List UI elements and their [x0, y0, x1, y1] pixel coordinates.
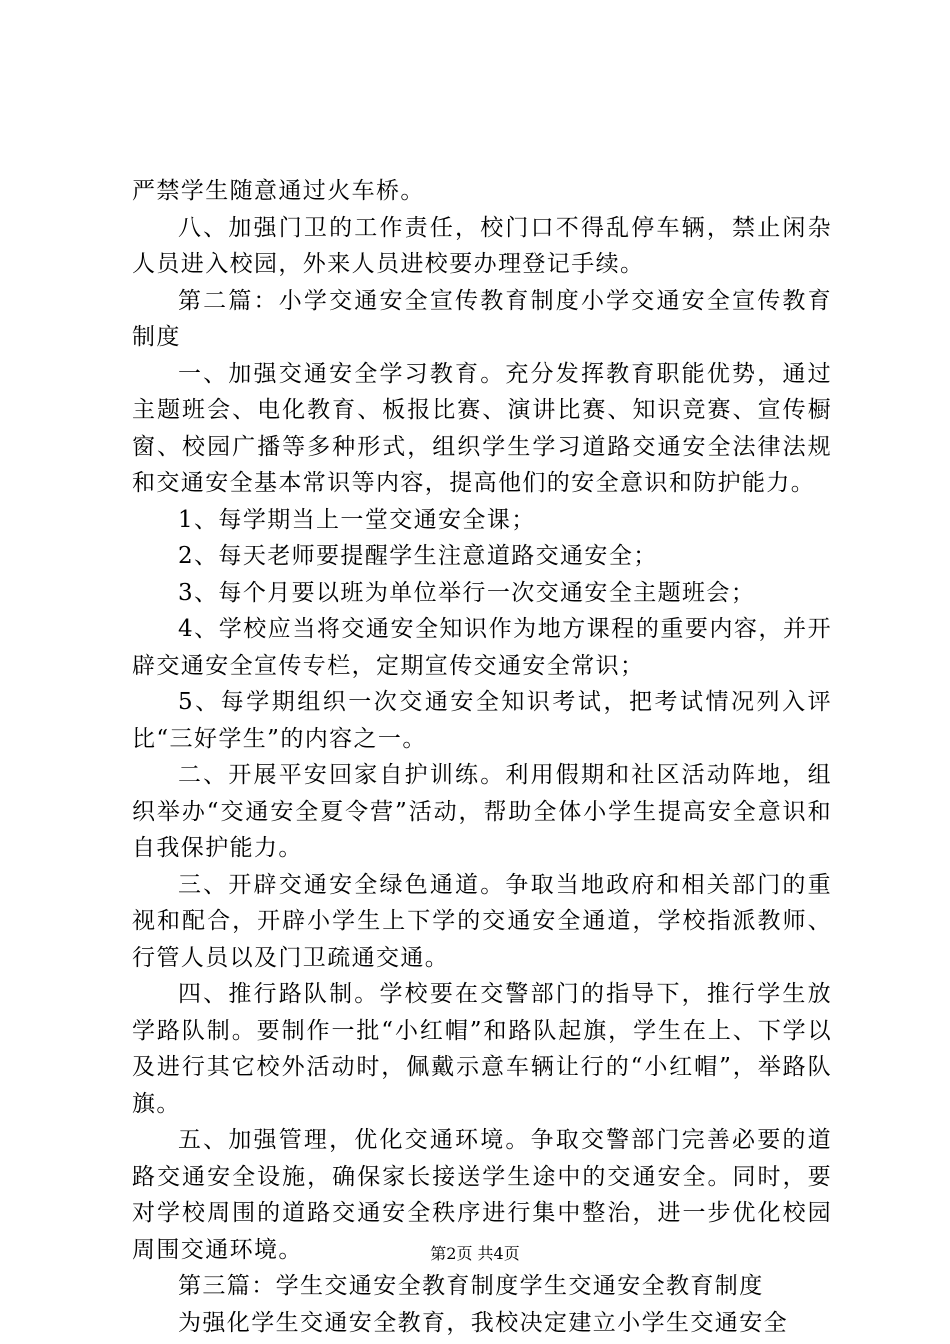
- list-item: 5、每学期组织一次交通安全知识考试，把考试情况列入评比“三好学生”的内容之一。: [132, 689, 832, 752]
- body-paragraph: 四、推行路队制。学校要在交警部门的指导下，推行学生放学路队制。要制作一批“小红帽”和路队起旗，学生在上、下学以及进行其它校外活动时，佩戴示意车辆让行的“小红帽”，举路队旗。: [132, 981, 832, 1117]
- section-heading: 第二篇：小学交通安全宣传教育制度小学交通安全宣传教育制度: [132, 287, 832, 350]
- section-heading: 第三篇：学生交通安全教育制度学生交通安全教育制度: [178, 1273, 764, 1299]
- body-paragraph: 三、开辟交通安全绿色通道。争取当地政府和相关部门的重视和配合，开辟小学生上下学的交通安全通道，学校指派教师、行管人员以及门卫疏通交通。: [132, 871, 832, 971]
- document-body: [132, 173, 832, 1341]
- list-item: 4、学校应当将交通安全知识作为地方课程的重要内容，并开辟交通安全宣传专栏，定期宣传交通安全常识；: [132, 616, 832, 679]
- body-paragraph: 二、开展平安回家自护训练。利用假期和社区活动阵地，组织举办“交通安全夏令营”活动，帮助全体小学生提高安全意识和自我保护能力。: [132, 762, 832, 861]
- body-paragraph: 严禁学生随意通过火车桥。: [132, 178, 425, 204]
- body-paragraph: 一、加强交通安全学习教育。充分发挥教育职能优势，通过主题班会、电化教育、板报比赛、演讲比赛、知识竞赛、宣传橱窗、校园广播等多种形式，组织学生学习道路交通安全法律法规和交通安全基本常识等内容，提高他们的安全意识和防护能力。: [132, 360, 832, 496]
- body-paragraph: 五、加强管理，优化交通环境。争取交警部门完善必要的道路交通安全设施，确保家长接送学生途中的交通安全。同时，要对学校周围的道路交通安全秩序进行集中整治，进一步优化校园周围交通环境。: [132, 1127, 832, 1263]
- list-item: 2、每天老师要提醒学生注意道路交通安全；: [178, 543, 658, 569]
- list-item: 3、每个月要以班为单位举行一次交通安全主题班会；: [178, 579, 756, 606]
- body-paragraph: 为强化学生交通安全教育，我校决定建立小学生交通安全: [178, 1309, 788, 1336]
- list-item: 1、每学期当上一堂交通安全课；: [178, 506, 536, 533]
- body-paragraph: 八、加强门卫的工作责任，校门口不得乱停车辆，禁止闲杂人员进入校园，外来人员进校要办理登记手续。: [132, 214, 832, 277]
- page-number-footer: 第2页 共4页: [430, 1244, 520, 1263]
